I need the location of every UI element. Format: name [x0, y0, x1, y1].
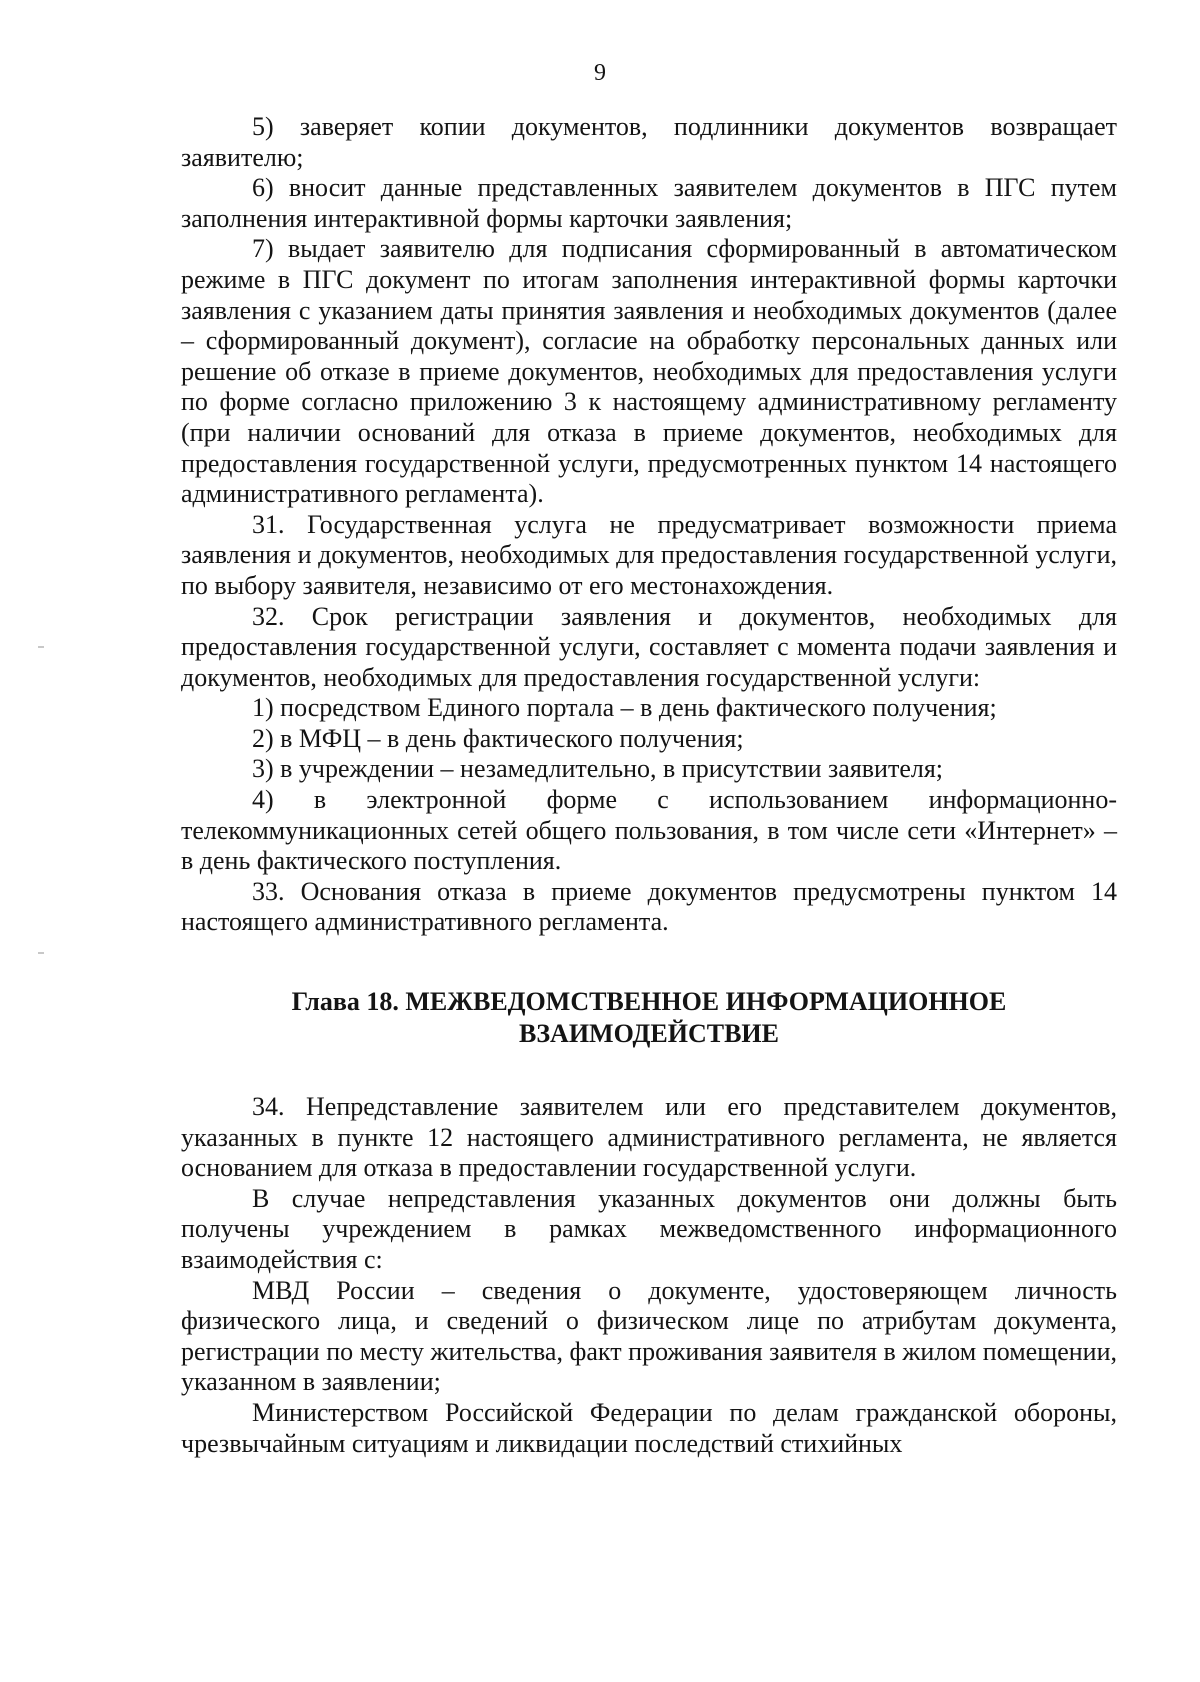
list-item-4: 4) в электронной форме с использованием информационно-телекоммуникационных сетей общего пользования, в том числе сети «Интернет» – в день фактического поступления. [181, 785, 1117, 876]
document-body [181, 112, 1117, 1459]
paragraph-item-5: 5) заверяет копии документов, подлинники документов возвращает заявителю; [181, 112, 1117, 172]
paragraph-item-6: 6) вносит данные представленных заявителем документов в ПГС путем заполнения интерактивной формы карточки заявления; [181, 173, 1117, 233]
chapter-heading-line-1: Глава 18. МЕЖВЕДОМСТВЕННОЕ ИНФОРМАЦИОННОЕ [291, 987, 1007, 1017]
paragraph-clause-33: 33. Основания отказа в приеме документов предусмотрены пунктом 14 настоящего административного регламента. [181, 876, 1117, 937]
chapter-heading [181, 986, 1117, 1050]
paragraph-missing-documents: В случае непредставления указанных документов они должны быть получены учреждением в рамках межведомственного информационного взаимодействия с: [181, 1183, 1117, 1274]
paragraph-clause-34: 34. Непредставление заявителем или его представителем документов, указанных в пункте 12 настоящего административного регламента, не является основанием для отказа в предоставлении государственной услуги. [181, 1092, 1117, 1183]
scan-artifact-mark [38, 952, 44, 954]
list-item-1: 1) посредством Единого портала – в день фактического получения; [252, 693, 997, 723]
chapter-heading-line-2: ВЗАИМОДЕЙСТВИЕ [518, 1019, 779, 1049]
paragraph-mvd: МВД России – сведения о документе, удостоверяющем личность физического лица, и сведений о физическом лице по атрибутам документа, регистрации по месту жительства, факт проживания заявителя в жилом помещении, указанном в заявлении; [181, 1275, 1117, 1397]
page-number: 9 [594, 60, 606, 86]
paragraph-clause-32: 32. Срок регистрации заявления и документов, необходимых для предоставления государственной услуги, составляет с момента подачи заявления и документов, необходимых для предоставления государственной услуги: [181, 601, 1117, 692]
scan-artifact-mark [38, 646, 44, 648]
list-item-3: 3) в учреждении – незамедлительно, в присутствии заявителя; [252, 754, 944, 784]
paragraph-clause-31: 31. Государственная услуга не предусматривает возможности приема заявления и документов, необходимых для предоставления государственной услуги, по выбору заявителя, независимо от его местонахождения. [181, 509, 1117, 600]
paragraph-item-7: 7) выдает заявителю для подписания сформированный в автоматическом режиме в ПГС документ по итогам заполнения интерактивной формы карточки заявления с указанием даты принятия заявления и необходимых документов (далее – сформированный документ), согласие на обработку персональных данных или решение об отказе в приеме документов, необходимых для предоставления услуги по форме согласно приложению 3 к настоящему административному регламенту (при наличии оснований для отказа в приеме документов, необходимых для предоставления государственной услуги, предусмотренных пунктом 14 настоящего административного регламента). [181, 234, 1117, 509]
list-item-2: 2) в МФЦ – в день фактического получения; [252, 723, 744, 753]
paragraph-mchs: Министерством Российской Федерации по делам гражданской обороны, чрезвычайным ситуациям и ликвидации последствий стихийных [181, 1397, 1117, 1458]
